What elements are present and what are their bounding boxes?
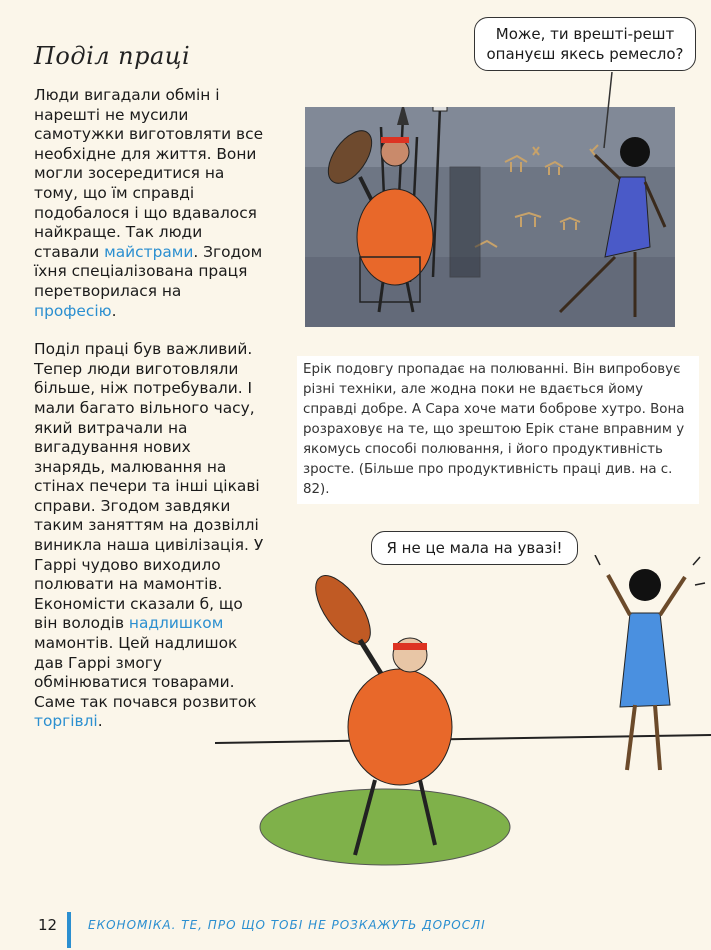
term-surplus: надлишком: [128, 614, 224, 633]
text-run: . Згодом їхня спеціалізована праця перетворилася на: [34, 242, 263, 300]
footer-divider: [67, 912, 71, 948]
speech-bubble-woman: Я не це мала на увазі!: [371, 531, 578, 565]
grass-patch: [260, 789, 510, 865]
text-run: Поділ праці був важливий. Тепер люди виготовляли більше, ніж потребували. І мали багато вільного часу, який витрачали на вигадування нових знарядь, малювання на стінах печери та інші цікаві справи. Згодом завдяки таким заняттям на дозвіллі виникла наша цивілізація. У Гаррі чудово виходило полювати на мамонтів. Економісти сказали б, що він володів: [34, 340, 264, 633]
club: [305, 567, 380, 653]
ground-line: [215, 735, 711, 743]
term-trade: торгівлі: [34, 712, 98, 731]
text-run: мамонтів. Цей надлишок дав Гаррі змогу обмінюватися товарами. Саме так почався розвиток: [34, 634, 257, 711]
text-run: .: [111, 301, 117, 320]
term-masters: майстрами: [104, 242, 194, 261]
term-profession: професію: [34, 301, 112, 320]
caveman-body: [357, 189, 433, 285]
caption-box: Ерік подовгу пропадає на полюванні. Він випробовує різні техніки, але жодна поки не вдається йому справді добре. А Сара хоче мати боброве хутро. Вона розраховує на те, що зрештою Ерік стане вправним у якомусь способі полювання, і його продуктивність зросте. (Більше про продуктивність праці див. на с. 82).: [297, 356, 699, 504]
hunting-scene-illustration: [215, 555, 711, 880]
page-title: Поділ праці: [34, 42, 191, 70]
text-run: .: [97, 712, 103, 731]
speech-bubble-sara: Може, ти врешті-решт опануєш якесь ремесло?: [474, 17, 696, 71]
woman-dress: [620, 613, 670, 707]
book-title: ЕКОНОМІКА. ТЕ, ПРО ЩО ТОБІ НЕ РОЗКАЖУТЬ ДОРОСЛІ: [88, 918, 486, 932]
caveman-body: [348, 669, 452, 785]
text-run: Люди вигадали обмін і нарешті не мусили самотужки виготовляти все необхідне для життя. Вони могли зосередитися на тому, що їм справді подобалося і що вдавалося найкраще. Так люди ставали: [34, 86, 264, 261]
paragraph-1: [34, 86, 264, 321]
page-number: 12: [38, 916, 58, 934]
woman-head: [629, 569, 661, 601]
speech-tail: [590, 72, 630, 152]
